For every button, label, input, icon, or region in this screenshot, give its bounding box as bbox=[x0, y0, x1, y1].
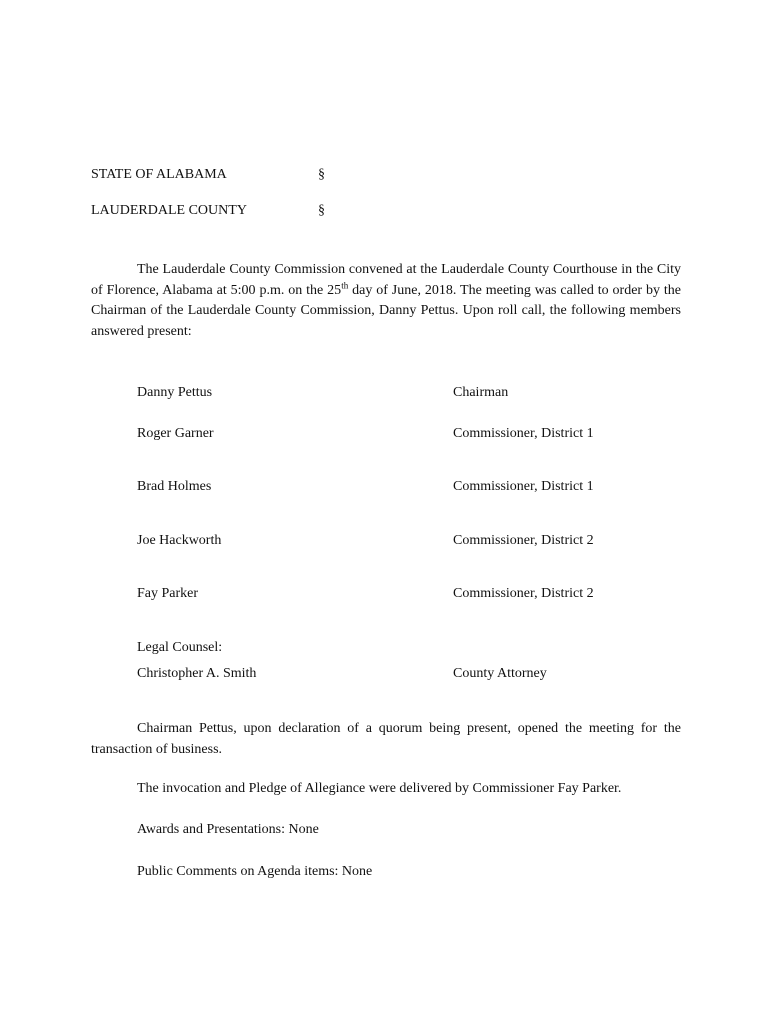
invocation-line: The invocation and Pledge of Allegiance were delivered by Commissioner Fay Parker. bbox=[137, 781, 622, 796]
intro-superscript: th bbox=[341, 279, 349, 290]
member-name: Danny Pettus bbox=[137, 385, 213, 400]
state-label: STATE OF ALABAMA bbox=[91, 167, 227, 182]
member-title: Commissioner, District 1 bbox=[453, 426, 594, 441]
county-section-symbol: § bbox=[318, 203, 325, 218]
county-label: LAUDERDALE COUNTY bbox=[91, 203, 247, 218]
quorum-paragraph: Chairman Pettus, upon declaration of a quorum being present, opened the meeting for the transaction of business. bbox=[91, 721, 681, 757]
state-section-symbol: § bbox=[318, 167, 325, 182]
intro-text-part1: The Lauderdale County Commission convened at the Lauderdale County Courthouse in the City of Florence, Alabama at 5:00 p.m. on the 25 bbox=[91, 262, 681, 298]
member-title: Chairman bbox=[453, 385, 509, 400]
intro-text-part2: day of June, 2018. The meeting was called to order by the Chairman of the Lauderdale County Commission, Danny Pettus. Upon roll call, the following members answered present: bbox=[91, 282, 682, 339]
member-title: Commissioner, District 2 bbox=[453, 533, 594, 548]
public-comments-line: Public Comments on Agenda items: None bbox=[137, 864, 373, 879]
intro-paragraph bbox=[91, 260, 681, 342]
legal-counsel-title: County Attorney bbox=[453, 666, 547, 681]
legal-counsel-name: Christopher A. Smith bbox=[137, 666, 257, 681]
member-name: Joe Hackworth bbox=[137, 533, 222, 548]
awards-line: Awards and Presentations: None bbox=[137, 822, 319, 837]
member-name: Fay Parker bbox=[137, 586, 199, 601]
member-name: Roger Garner bbox=[137, 426, 214, 441]
member-title: Commissioner, District 2 bbox=[453, 586, 594, 601]
member-title: Commissioner, District 1 bbox=[453, 479, 594, 494]
member-name: Brad Holmes bbox=[137, 479, 212, 494]
legal-counsel-heading: Legal Counsel: bbox=[137, 640, 223, 655]
